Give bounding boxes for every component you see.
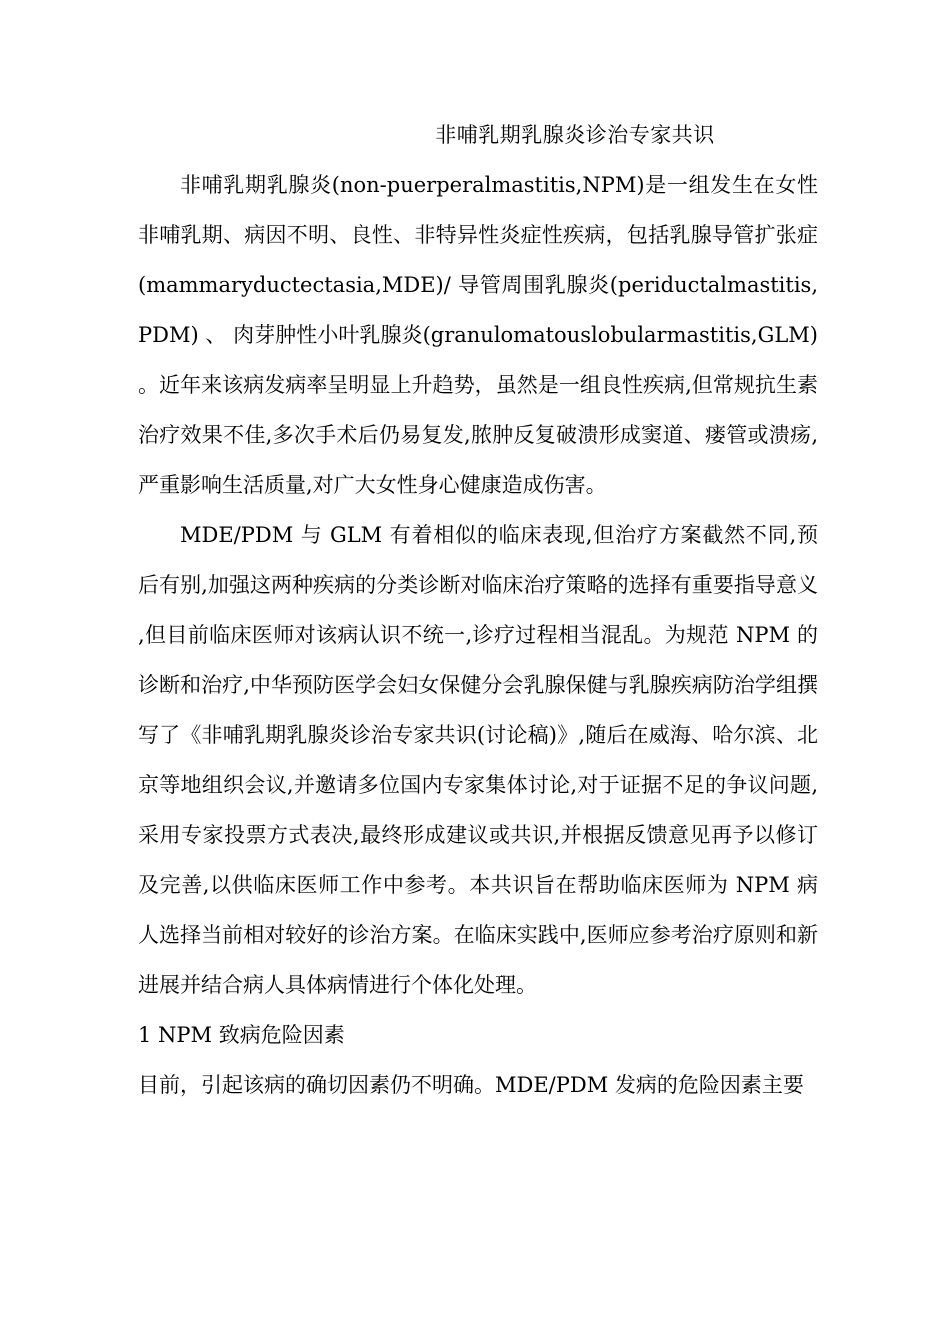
section-heading-risk-factors: 1 NPM 致病危险因素 [138, 1023, 345, 1047]
paragraph-risk-factors: 目前，引起该病的确切因素仍不明确。MDE/PDM 发病的危险因素主要 [138, 1073, 804, 1097]
document-title: 非哺乳期乳腺炎诊治专家共识 [435, 123, 715, 147]
document-body [138, 160, 818, 1110]
paragraph-introduction: 非哺乳期乳腺炎(non-puerperalmastitis,NPM)是一组发生在女性非哺乳期、病因不明、良性、非特异性炎症性疾病，包括乳腺导管扩张症 (mammaryductectasia,MDE)/ 导管周围乳腺炎(periductalmastitis,PDM) 、 肉芽肿性小叶乳腺炎(granulomatouslobularmastitis,GLM)。近年来该病发病率呈明显上升趋势，虽然是一组良性疾病,但常规抗生素治疗效果不佳,多次手术后仍易复发,脓肿反复破溃形成窦道、瘘管或溃疡,严重影响生活质量,对广大女性身心健康造成伤害。 [138, 173, 818, 497]
paragraph-consensus-purpose: MDE/PDM 与 GLM 有着相似的临床表现,但治疗方案截然不同,预后有别,加强这两种疾病的分类诊断对临床治疗策略的选择有重要指导意义,但目前临床医师对该病认识不统一,诊疗过程相当混乱。为规范 NPM 的诊断和治疗,中华预防医学会妇女保健分会乳腺保健与乳腺疾病防治学组撰写了《非哺乳期乳腺炎诊治专家共识(讨论稿)》,随后在威海、哈尔滨、北京等地组织会议,并邀请多位国内专家集体讨论,对于证据不足的争议问题,采用专家投票方式表决,最终形成建议或共识,并根据反馈意见再予以修订及完善,以供临床医师工作中参考。本共识旨在帮助临床医师为 NPM 病人选择当前相对较好的诊治方案。在临床实践中,医师应参考治疗原则和新进展并结合病人具体病情进行个体化处理。 [138, 523, 818, 997]
